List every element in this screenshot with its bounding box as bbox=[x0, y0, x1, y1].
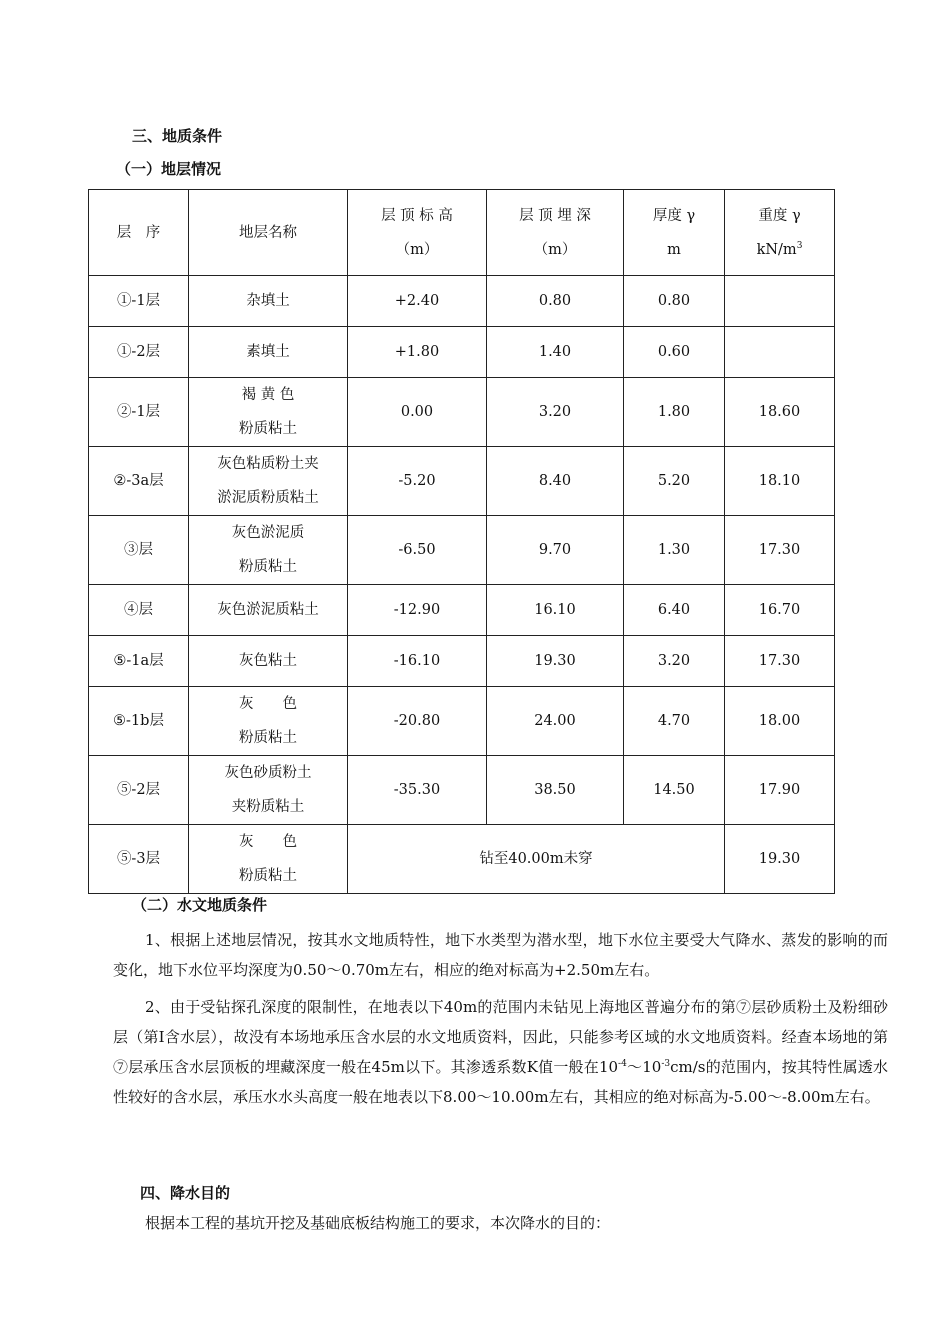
cell-depth: 0.80 bbox=[487, 276, 624, 327]
cell-depth: 38.50 bbox=[487, 756, 624, 825]
cell-thickness: 14.50 bbox=[624, 756, 725, 825]
cell-name: 灰色淤泥质 粉质粘土 bbox=[189, 516, 348, 585]
table-row bbox=[89, 756, 835, 825]
cell-weight bbox=[725, 276, 835, 327]
cell-seq: ③层 bbox=[89, 516, 189, 585]
cell-seq: ①-1层 bbox=[89, 276, 189, 327]
cell-weight: 17.90 bbox=[725, 756, 835, 825]
paragraph-1: 1、根据上述地层情况，按其水文地质特性，地下水类型为潜水型，地下水位主要受大气降水、蒸发的影响的而变化，地下水位平均深度为0.50～0.70m左右，相应的绝对标高为+2.50m左右。 bbox=[113, 931, 888, 979]
cell-name: 灰色粘质粉土夹 淤泥质粉质粘土 bbox=[189, 447, 348, 516]
paragraph-3: 根据本工程的基坑开挖及基础底板结构施工的要求，本次降水的目的： bbox=[145, 1214, 611, 1232]
cell-name: 灰 色 粉质粘土 bbox=[189, 825, 348, 894]
cell-depth: 3.20 bbox=[487, 378, 624, 447]
cell-depth: 8.40 bbox=[487, 447, 624, 516]
cell-depth: 19.30 bbox=[487, 636, 624, 687]
cell-depth: 24.00 bbox=[487, 687, 624, 756]
table-row-last bbox=[89, 825, 835, 894]
cell-seq: ⑤-3层 bbox=[89, 825, 189, 894]
subsection-2-title: （二）水文地质条件 bbox=[132, 896, 268, 914]
paragraph-2: 2、由于受钻探孔深度的限制性，在地表以下40m的范围内未钻见上海地区普遍分布的第⑦层砂质粉土及粉细砂层（第Ⅰ含水层），故没有本场地承压含水层的水文地质资料，因此，只能参考区域的水文地质资料。经查本场地的第⑦层承压含水层顶板的埋藏深度一般在45m以下。其渗透系数K值一般在$10^{-4}\sim 10^{-3}cm/s$的范围内，按其特性属透水性较好的含水层，承压水水头高度一般在地表以下8.00～10.00m左右，其相应的绝对标高为-5.00～-8.00m左右。 bbox=[113, 998, 888, 1106]
cell-seq: ⑤-2层 bbox=[89, 756, 189, 825]
header-name: 地层名称 bbox=[189, 190, 348, 276]
cell-seq: ②-1层 bbox=[89, 378, 189, 447]
cell-thickness: 5.20 bbox=[624, 447, 725, 516]
cell-seq: ①-2层 bbox=[89, 327, 189, 378]
cell-depth: 16.10 bbox=[487, 585, 624, 636]
table-row bbox=[89, 327, 835, 378]
table-row bbox=[89, 585, 835, 636]
cell-name: 灰色砂质粉土 夹粉质粘土 bbox=[189, 756, 348, 825]
cell-weight bbox=[725, 327, 835, 378]
cell-merged-note: 钻至40.00m未穿 bbox=[348, 825, 725, 894]
section-4-title: 四、降水目的 bbox=[140, 1184, 231, 1202]
cell-weight: 16.70 bbox=[725, 585, 835, 636]
cell-weight: 18.10 bbox=[725, 447, 835, 516]
cell-thickness: 0.80 bbox=[624, 276, 725, 327]
cell-name: 杂填土 bbox=[189, 276, 348, 327]
cell-elevation: -35.30 bbox=[348, 756, 487, 825]
table-header-row bbox=[89, 190, 835, 276]
cell-weight: 18.00 bbox=[725, 687, 835, 756]
cell-elevation: -16.10 bbox=[348, 636, 487, 687]
cell-name: 灰色粘土 bbox=[189, 636, 348, 687]
cell-depth: 9.70 bbox=[487, 516, 624, 585]
subsection-1-title: （一）地层情况 bbox=[116, 160, 222, 178]
header-top-depth: 层 顶 埋 深 （m） bbox=[487, 190, 624, 276]
cell-name: 褐 黄 色 粉质粘土 bbox=[189, 378, 348, 447]
cell-weight: 18.60 bbox=[725, 378, 835, 447]
table-row bbox=[89, 378, 835, 447]
cell-elevation: -6.50 bbox=[348, 516, 487, 585]
table-row bbox=[89, 447, 835, 516]
header-seq: 层 序 bbox=[89, 190, 189, 276]
cell-thickness: 0.60 bbox=[624, 327, 725, 378]
cell-weight: 19.30 bbox=[725, 825, 835, 894]
cell-thickness: 1.80 bbox=[624, 378, 725, 447]
table-row bbox=[89, 636, 835, 687]
cell-weight: 17.30 bbox=[725, 636, 835, 687]
cell-seq: ②-3a层 bbox=[89, 447, 189, 516]
cell-elevation: -12.90 bbox=[348, 585, 487, 636]
cell-thickness: 4.70 bbox=[624, 687, 725, 756]
section-3-title: 三、地质条件 bbox=[132, 127, 223, 145]
cell-elevation: -20.80 bbox=[348, 687, 487, 756]
header-thickness: 厚度 γ m bbox=[624, 190, 725, 276]
cell-elevation: +1.80 bbox=[348, 327, 487, 378]
cell-name: 灰色淤泥质粘土 bbox=[189, 585, 348, 636]
cell-seq: ⑤-1a层 bbox=[89, 636, 189, 687]
cell-elevation: -5.20 bbox=[348, 447, 487, 516]
cell-weight: 17.30 bbox=[725, 516, 835, 585]
table-row bbox=[89, 687, 835, 756]
header-top-elevation: 层 顶 标 高 （m） bbox=[348, 190, 487, 276]
header-unit-weight: 重度 γ $kN/m^3$ bbox=[725, 190, 835, 276]
table-row bbox=[89, 516, 835, 585]
cell-thickness: 6.40 bbox=[624, 585, 725, 636]
cell-elevation: +2.40 bbox=[348, 276, 487, 327]
cell-thickness: 3.20 bbox=[624, 636, 725, 687]
cell-elevation: 0.00 bbox=[348, 378, 487, 447]
cell-depth: 1.40 bbox=[487, 327, 624, 378]
cell-thickness: 1.30 bbox=[624, 516, 725, 585]
cell-seq: ④层 bbox=[89, 585, 189, 636]
strata-table bbox=[88, 189, 835, 894]
cell-seq: ⑤-1b层 bbox=[89, 687, 189, 756]
table-row bbox=[89, 276, 835, 327]
cell-name: 灰 色 粉质粘土 bbox=[189, 687, 348, 756]
cell-name: 素填土 bbox=[189, 327, 348, 378]
